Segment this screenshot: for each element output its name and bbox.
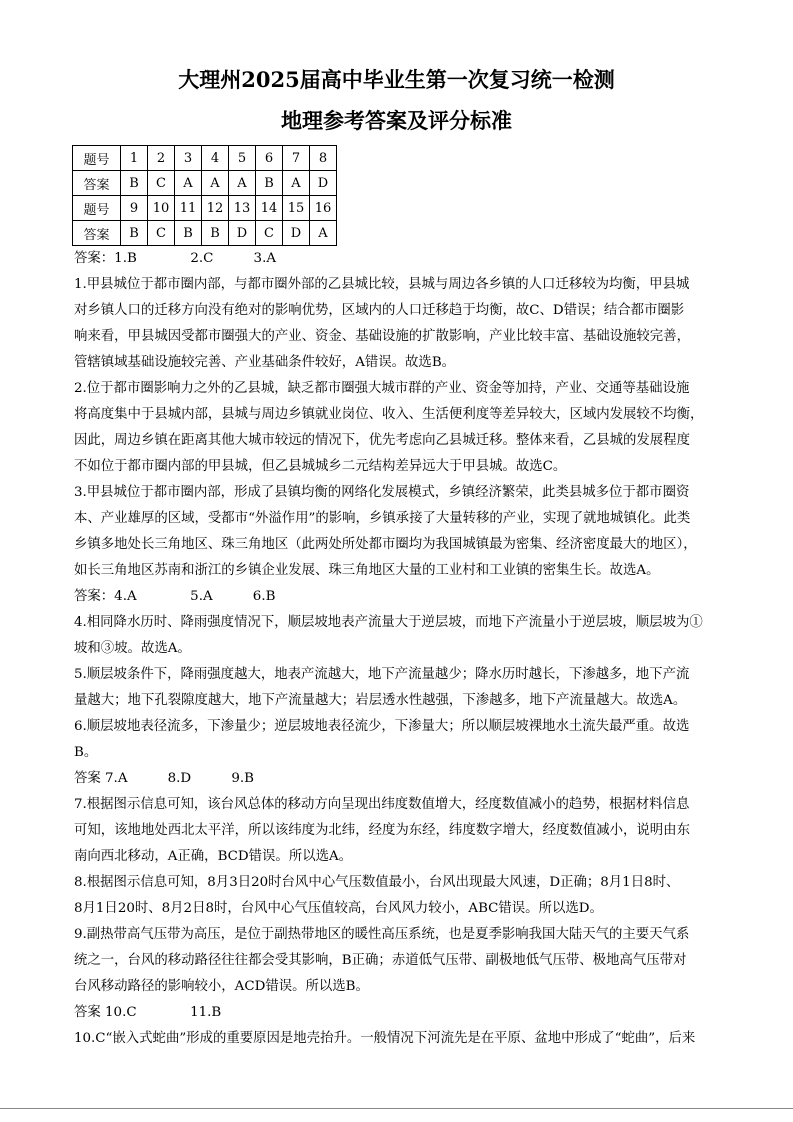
answer-cell: B (121, 171, 148, 196)
question-number: 7 (283, 146, 310, 171)
question-number: 8 (310, 146, 337, 171)
text-line: 8月1日20时、8月2日8时，台风中心气压值较高，台风风力较小，ABC错误。所以选D。 (74, 901, 603, 916)
text-line: 乡镇多地处长三角地区、珠三角地区（此两处所处都市圈均为我国城镇最为密集、经济密度最大的地区）， (74, 537, 697, 552)
question-number: 13 (229, 196, 256, 221)
question-number: 11 (175, 196, 202, 221)
table-row (73, 196, 337, 221)
text-line: 量越大；地下孔裂隙度越大，地下产流量越大；岩层透水性越强，下渗越多，地下产流量越大。故选A。 (74, 693, 687, 708)
answer-table (72, 145, 337, 246)
text-line: 响来看，甲县城因受都市圈强大的产业、资金、基础设施的扩散影响，产业比较丰富、基础设施较完善， (74, 329, 690, 344)
row-label-answer: 答案 (73, 171, 121, 196)
answer-summary: 答案：1.B 2.C 3.A (74, 251, 276, 266)
answer-cell: A (283, 171, 310, 196)
table-row (73, 146, 337, 171)
answer-cell: B (121, 221, 148, 246)
answer-cell: A (202, 171, 229, 196)
question-number: 15 (283, 196, 310, 221)
text-line: 10.C“嵌入式蛇曲”形成的重要原因是地壳抬升。一般情况下河流先是在平原、盆地中形成了“蛇曲”，后来 (74, 1031, 696, 1046)
answer-key-title: 地理参考答案及评分标准 (281, 108, 512, 133)
question-number: 14 (256, 196, 283, 221)
question-number: 2 (148, 146, 175, 171)
text-line: 7.根据图示信息可知，该台风总体的移动方向呈现出纬度数值增大，经度数值减小的趋势，根据材料信息 (74, 797, 690, 812)
row-label-question: 题号 (73, 146, 121, 171)
answer-summary: 答案：4.A 5.A 6.B (74, 589, 276, 604)
answer-summary: 答案 7.A 8.D 9.B (74, 771, 254, 786)
text-line: 2.位于都市圈影响力之外的乙县城，缺乏都市圈强大城市群的产业、资金等加持，产业、交通等基础设施 (74, 381, 690, 396)
text-line: 不如位于都市圈内部的甲县城，但乙县城城乡二元结构差异远大于甲县城。故选C。 (74, 459, 567, 474)
question-number: 1 (121, 146, 148, 171)
text-line: 将高度集中于县城内部，县城与周边乡镇就业岗位、收入、生活便利度等差异较大，区域内发展较不均衡， (74, 407, 704, 422)
table-row (73, 221, 337, 246)
question-number: 10 (148, 196, 175, 221)
answer-explanations (74, 246, 724, 1052)
answer-cell: A (310, 221, 337, 246)
question-number: 12 (202, 196, 229, 221)
answer-cell: C (148, 171, 175, 196)
text-line: 台风移动路径的影响较小，ACD错误。所以选B。 (74, 979, 369, 994)
answer-cell: D (229, 221, 256, 246)
row-label-question: 题号 (73, 196, 121, 221)
question-number: 16 (310, 196, 337, 221)
text-line: 本、产业雄厚的区域，受都市“外溢作用”的影响，乡镇承接了大量转移的产业，实现了就地城镇化。此类 (74, 511, 691, 526)
table-row (73, 171, 337, 196)
question-number: 4 (202, 146, 229, 171)
answer-cell: D (310, 171, 337, 196)
question-number: 5 (229, 146, 256, 171)
answer-cell: B (202, 221, 229, 246)
question-number: 6 (256, 146, 283, 171)
answer-cell: C (256, 221, 283, 246)
text-line: 4.相同降水历时、降雨强度情况下，顺层坡地表产流量大于逆层坡，而地下产流量小于逆层坡，顺层坡为① (74, 615, 703, 630)
text-line: 管辖镇域基础设施较完善、产业基础条件较好，A错误。故选B。 (74, 355, 456, 370)
answer-cell: A (175, 171, 202, 196)
text-line: 南向西北移动，A正确，BCD错误。所以选A。 (74, 849, 353, 864)
text-line: 坡和③坡。故选A。 (74, 641, 191, 656)
text-line: 9.副热带高气压带为高压，是位于副热带地区的暖性高压系统，也是夏季影响我国大陆天气的主要天气系 (74, 927, 690, 942)
answer-cell: B (175, 221, 202, 246)
answer-summary: 答案 10.C 11.B (74, 1005, 222, 1020)
question-number: 9 (121, 196, 148, 221)
answer-cell: A (229, 171, 256, 196)
text-line: B。 (74, 745, 98, 760)
text-line: 因此，周边乡镇在距离其他大城市较远的情况下，优先考虑向乙县城迁移。整体来看，乙县城的发展程度 (74, 433, 690, 448)
answer-cell: B (256, 171, 283, 196)
question-number: 3 (175, 146, 202, 171)
exam-title: 大理州2025届高中毕业生第一次复习统一检测 (178, 67, 615, 92)
text-line: 8.根据图示信息可知，8月3日20时台风中心气压数值最小，台风出现最大风速，D正确；8月1日8时、 (74, 875, 680, 890)
answer-cell: C (148, 221, 175, 246)
text-line: 1.甲县城位于都市圈内部，与都市圈外部的乙县城比较，县城与周边各乡镇的人口迁移较为均衡，甲县城 (74, 277, 690, 292)
text-line: 统之一，台风的移动路径往往都会受其影响，B正确；赤道低气压带、副极地低气压带、极地高气压带对 (74, 953, 687, 968)
row-label-answer: 答案 (73, 221, 121, 246)
page-bottom-divider (0, 1108, 793, 1109)
text-line: 如长三角地区苏南和浙江的乡镇企业发展、珠三角地区大量的工业村和工业镇的密集生长。故选A。 (74, 563, 660, 578)
text-line: 3.甲县城位于都市圈内部，形成了县镇均衡的网络化发展模式，乡镇经济繁荣，此类县城多位于都市圈资 (74, 485, 690, 500)
text-line: 6.顺层坡地表径流多，下渗量少；逆层坡地表径流少，下渗量大；所以顺层坡裸地水土流失最严重。故选 (74, 719, 690, 734)
text-line: 对乡镇人口的迁移方向没有绝对的影响优势，区域内的人口迁移趋于均衡，故C、D错误；结合都市圈影 (74, 303, 685, 318)
text-line: 5.顺层坡条件下，降雨强度越大，地表产流越大，地下产流量越少；降水历时越长，下渗越多，地下产流 (74, 667, 690, 682)
answer-cell: D (283, 221, 310, 246)
text-line: 可知，该地地处西北太平洋，所以该纬度为北纬，经度为东经，纬度数字增大，经度数值减小，说明由东 (74, 823, 690, 838)
